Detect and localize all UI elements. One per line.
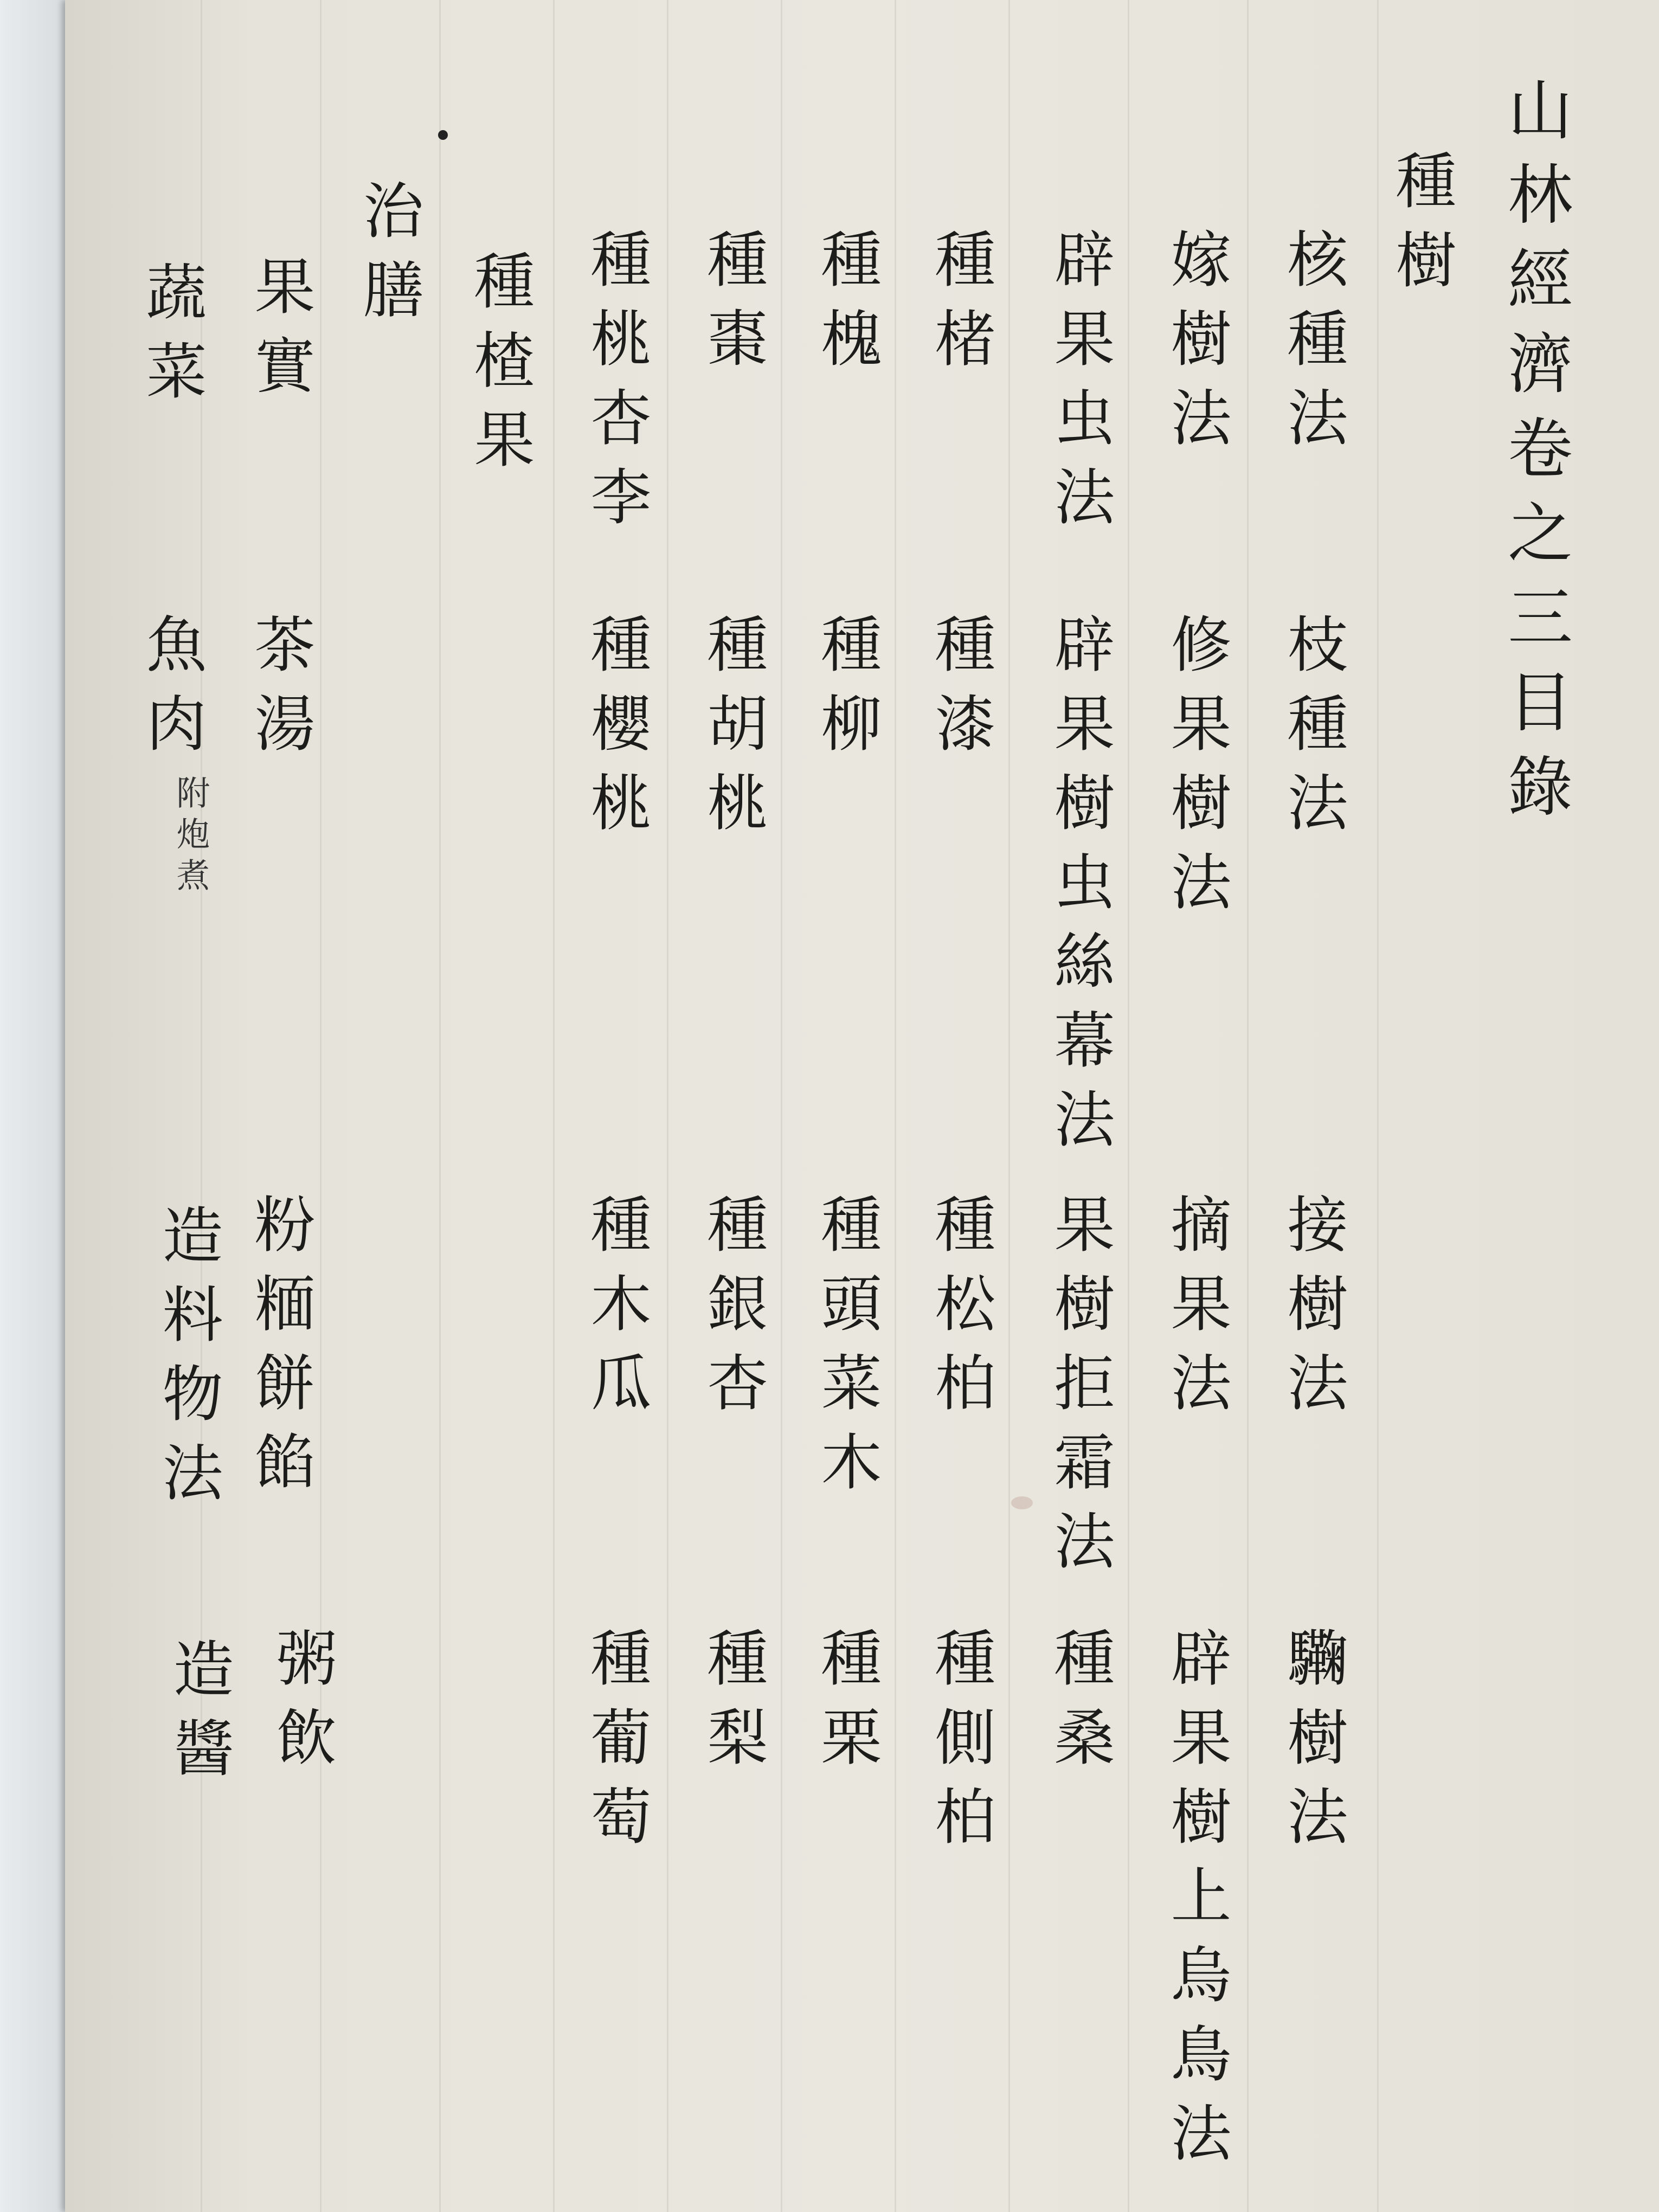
column-rule — [1128, 0, 1129, 2212]
toc-item: 粉糆餅餡 — [245, 1193, 315, 1509]
toc-item: 接樹法 — [1277, 1193, 1348, 1430]
toc-item: 種櫻桃 — [581, 613, 651, 850]
toc-item: 造料物法 — [152, 1204, 223, 1520]
toc-item: 摘果法 — [1161, 1193, 1231, 1430]
toc-item: 種銀杏 — [697, 1193, 768, 1430]
toc-item: 種楮 — [925, 228, 995, 386]
toc-item: 辟果樹上烏鳥法 — [1161, 1626, 1231, 2181]
toc-item: 嫁樹法 — [1161, 228, 1231, 465]
column-rule — [895, 0, 896, 2212]
section-heading-planting-trees: 種樹 — [1386, 149, 1456, 307]
ink-dot — [438, 130, 448, 140]
column-rule — [1247, 0, 1249, 2212]
toc-item: 種頭菜木 — [811, 1193, 882, 1509]
ink-smudge — [1011, 1496, 1033, 1509]
toc-item: 種葡萄 — [581, 1626, 651, 1864]
column-rule — [1377, 0, 1379, 2212]
toc-item: 核種法 — [1277, 228, 1348, 465]
section-heading-cooking: 治膳 — [353, 179, 423, 337]
page-title: 山林經濟卷之三目錄 — [1497, 76, 1572, 837]
toc-item: 粥飲 — [266, 1626, 337, 1785]
toc-item: 種側柏 — [925, 1626, 995, 1864]
toc-item: 種棗 — [697, 228, 768, 386]
toc-item: 造醬 — [163, 1637, 234, 1796]
toc-item: 辟果樹虫絲幕法 — [1044, 613, 1115, 1167]
column-rule — [320, 0, 321, 2212]
toc-item: 茶湯 — [245, 613, 315, 771]
toc-item: 蔬菜 — [136, 260, 207, 419]
column-rule — [781, 0, 782, 2212]
toc-item: 驧樹法 — [1277, 1626, 1348, 1864]
column-rule — [1008, 0, 1010, 2212]
toc-item: 種木瓜 — [581, 1193, 651, 1430]
toc-item-annotation: 附炮煮 — [171, 775, 210, 899]
toc-item: 種漆 — [925, 613, 995, 771]
toc-item: 種楂果 — [464, 249, 535, 487]
toc-item: 種槐 — [811, 228, 882, 386]
toc-item: 種柳 — [811, 613, 882, 771]
toc-item: 枝種法 — [1277, 613, 1348, 850]
toc-item: 種胡桃 — [697, 613, 768, 850]
column-rule — [553, 0, 555, 2212]
toc-item: 種桃杏李 — [581, 228, 651, 544]
toc-item: 修果樹法 — [1161, 613, 1231, 929]
column-rule — [439, 0, 441, 2212]
toc-item: 魚肉 — [136, 613, 207, 771]
toc-item: 種松柏 — [925, 1193, 995, 1430]
toc-item: 果實 — [245, 255, 315, 413]
toc-item: 種栗 — [811, 1626, 882, 1785]
column-rule — [667, 0, 668, 2212]
background-edge — [0, 0, 65, 2212]
toc-item: 果樹拒霜法 — [1044, 1193, 1115, 1589]
toc-item: 種桑 — [1044, 1626, 1115, 1785]
toc-item: 種梨 — [697, 1626, 768, 1785]
toc-item: 辟果虫法 — [1044, 228, 1115, 544]
